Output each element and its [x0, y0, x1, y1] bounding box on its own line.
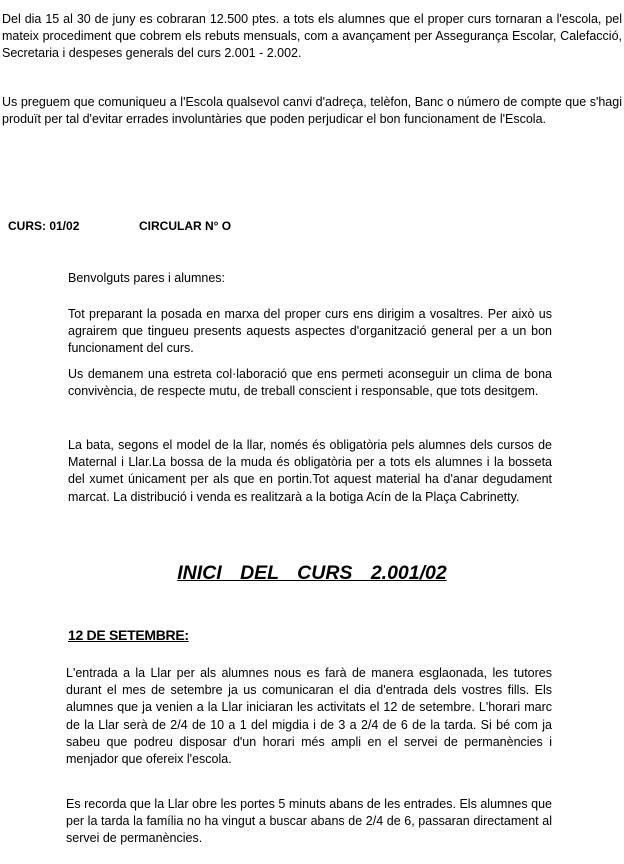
address-change-paragraph: Us preguem que comuniqueu a l'Escola qualsevol canvi d'adreça, telèfon, Banc o número de compte que s'hagi produït per tal d'evitar errades involuntàries que poden perjudicar el bon funcionament de l'Escola.: [2, 95, 622, 127]
section-title: INICI DEL CURS 2.001/02: [177, 562, 447, 584]
letter-paragraph-1: Tot preparant la posada en marxa del proper curs ens dirigim a vosaltres. Per això us agrairem que tingueu presents aquests aspectes d'organització general per a un bon funcionament del curs.: [68, 307, 552, 356]
date-heading: 12 DE SETEMBRE:: [68, 627, 189, 643]
letter-paragraph-3: La bata, segons el model de la llar, només és obligatòria pels alumnes dels cursos de Maternal i Llar.La bossa de la muda és obligatòria per a tots els alumnes i la bosseta del xumet únicament per als que en portin.Tot aquest material ha d'anar degudament marcat. La distribució i venda es realitzarà a la botiga Acín de la Plaça Cabrinetty.: [68, 438, 552, 504]
greeting: Benvolguts pares i alumnes:: [68, 271, 226, 285]
section-paragraph-1: L'entrada a la Llar per als alumnes nous es farà de manera esglaonada, les tutores durant el mes de setembre ja us comunicaran el dia d'entrada dels vostres fills. Els alumnes que ja venien a la Llar iniciaran les activitats el 12 de setembre. L'horari marc de la Llar serà de 2/4 de 10 a 1 del migdia i de 3 a 2/4 de 6 de la tarda. Si bé com ja sabeu que podreu disposar d'un horari més ampli en el servei de permanències i menjador que ofereix l'escola.: [66, 666, 552, 767]
section-paragraph-2: Es recorda que la Llar obre les portes 5 minuts abans de les entrades. Els alumnes que per la tarda la família no ha vingut a buscar abans de 2/4 de 6, passaran directament al servei de permanències.: [66, 797, 552, 846]
circular-header: [8, 219, 232, 233]
circular-number: CIRCULAR N° O: [139, 219, 232, 233]
payment-notice-paragraph: Del dia 15 al 30 de juny es cobraran 12.500 ptes. a tots els alumnes que el proper curs tornaran a l'escola, pel mateix procediment que cobrem els rebuts mensuals, com a avançament per Assegurança Escolar, Calefacció, Secretaria i despeses generals del curs 2.001 - 2.002.: [2, 12, 622, 61]
course-label: CURS: 01/02: [8, 219, 80, 233]
letter-paragraph-2: Us demanem una estreta col·laboració que ens permeti aconseguir un clima de bona convivència, de respecte mutu, de treball conscient i responsable, que tots desitgem.: [68, 367, 552, 399]
